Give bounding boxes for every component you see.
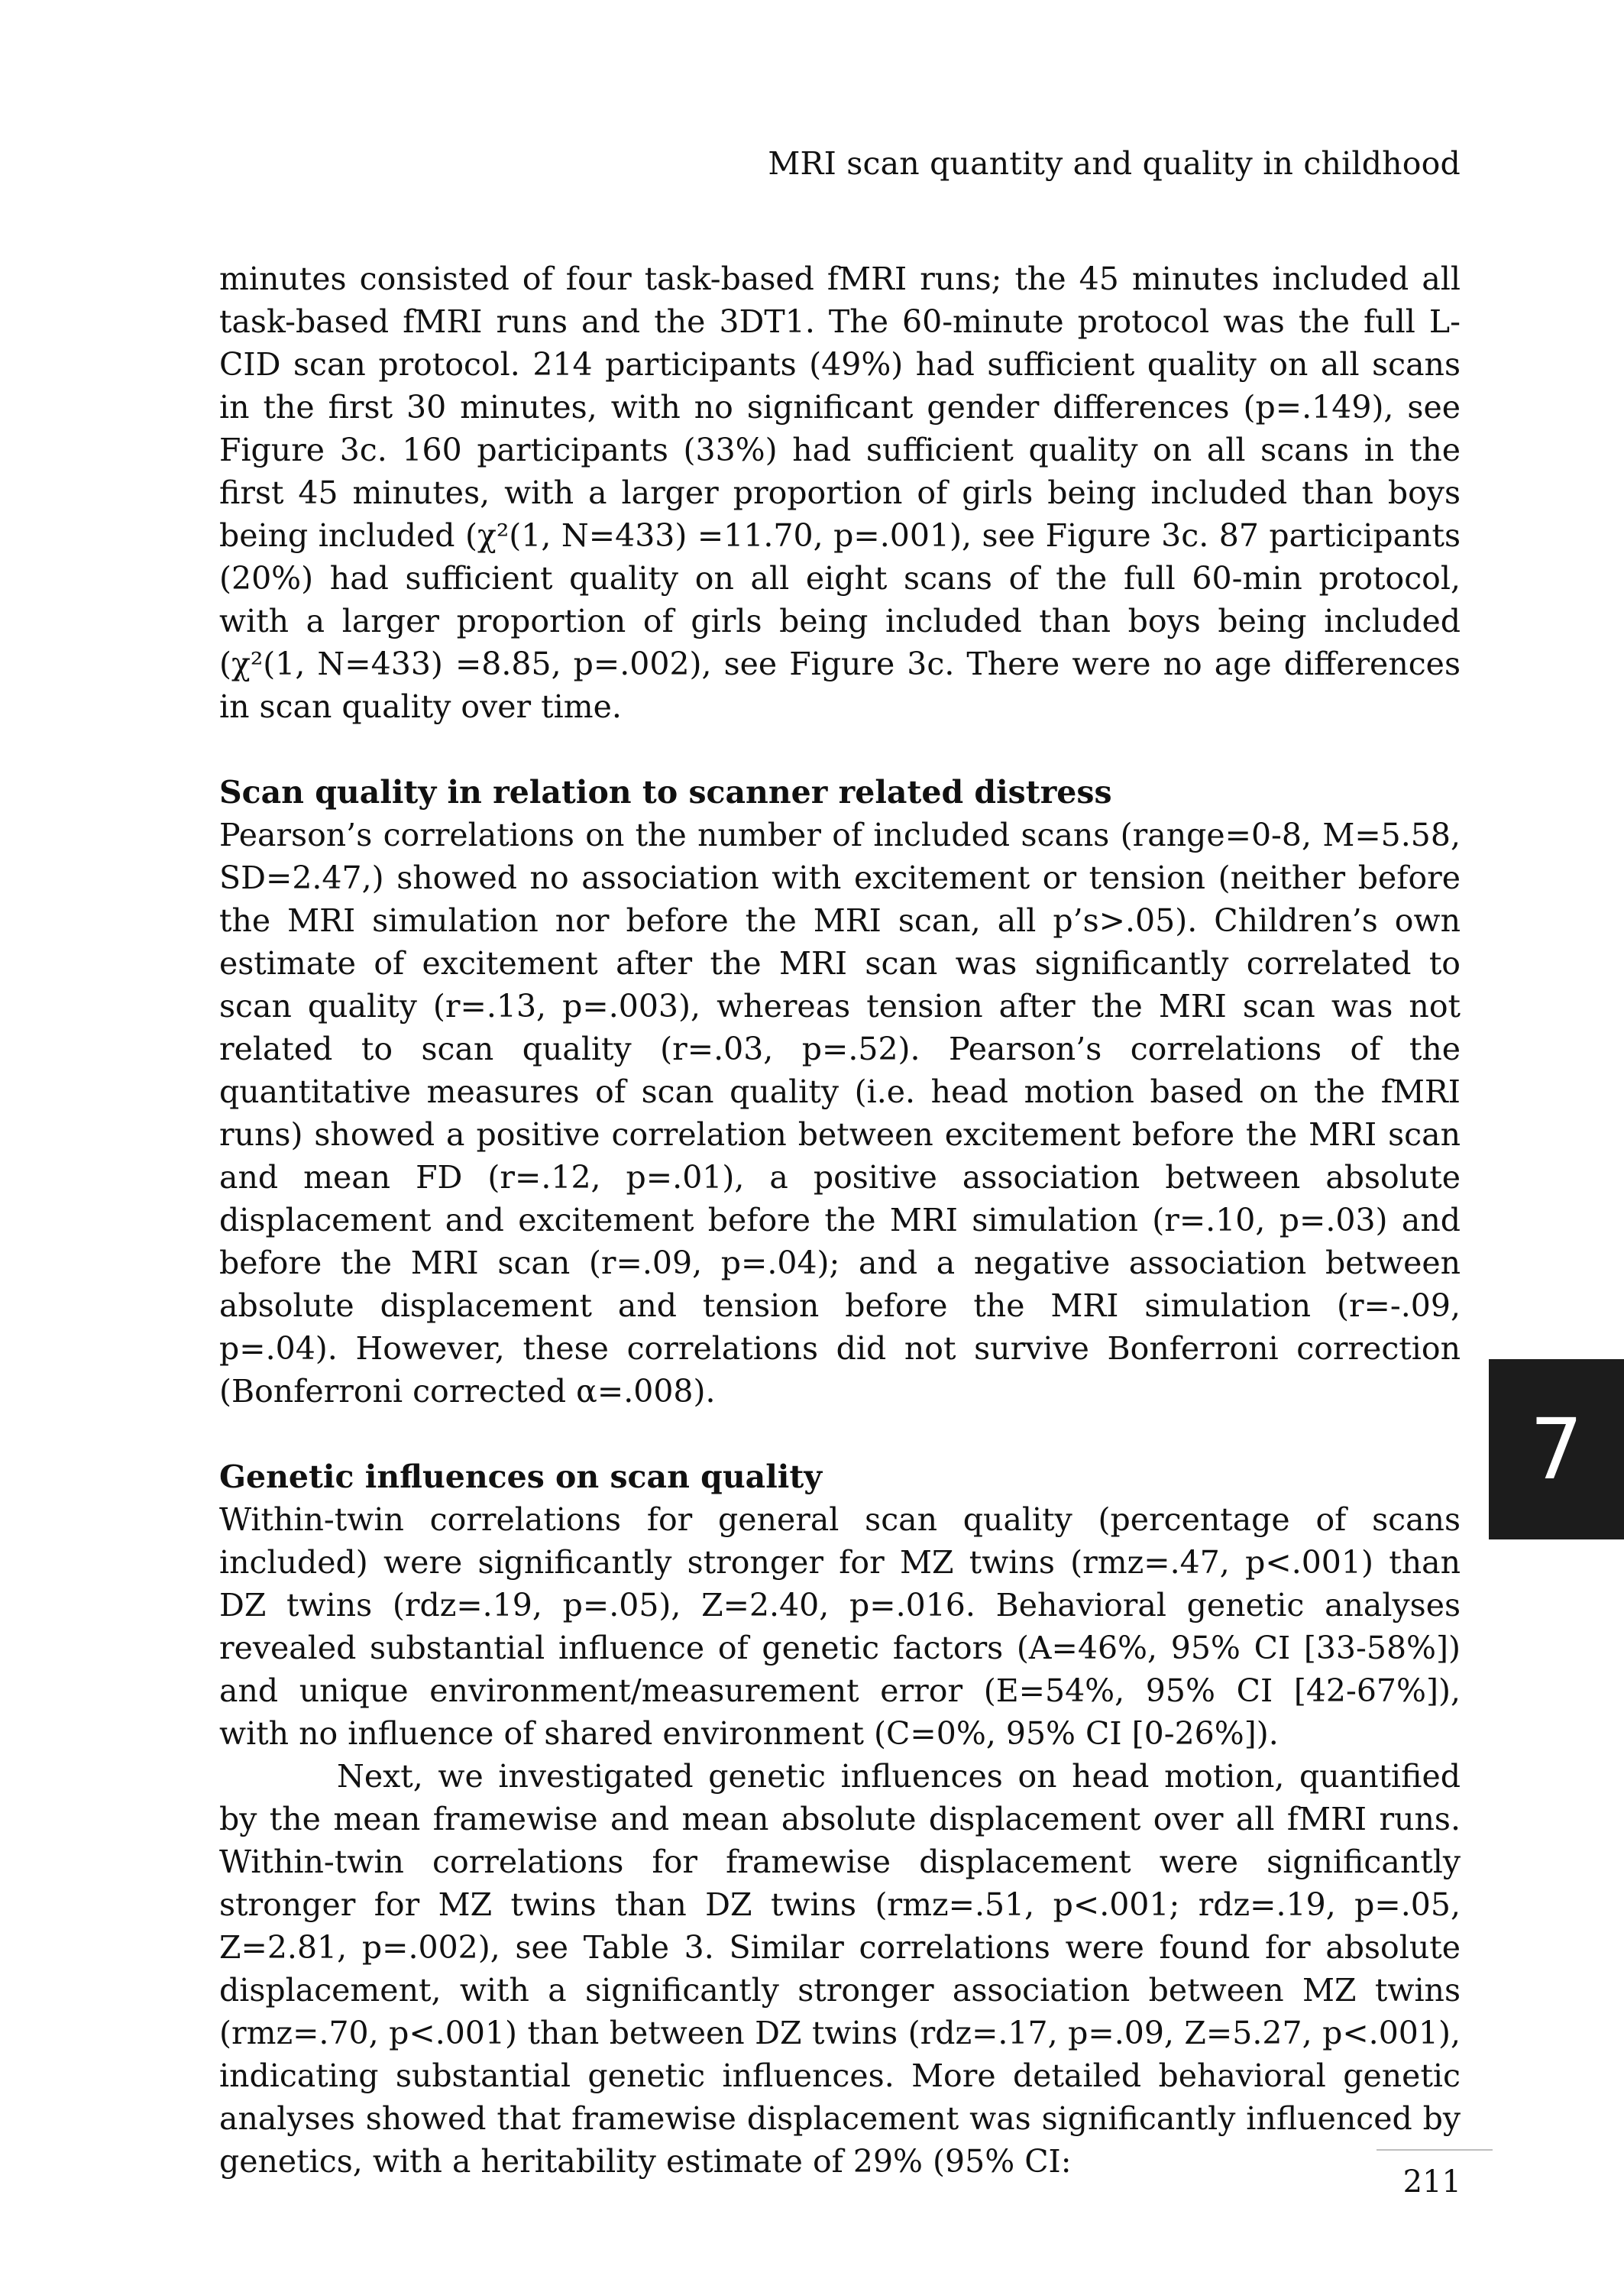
paragraph-scan-protocol: minutes consisted of four task-based fMRI runs; the 45 minutes included all task-based fMRI runs and the 3DT1. The 60-minute protocol was the full L-CID scan protocol. 214 participants (49%) had sufficient quality on all scans in the first 30 minutes, with no significant gender differences (p=.149), see Figure 3c. 160 participants (33%) had sufficient quality on all scans in the first 45 minutes, with a larger proportion of girls being included than boys being included (χ²(1, N=433) =11.70, p=.001), see Figure 3c. 87 participants (20%) had sufficient quality on all eight scans of the full 60-min protocol, with a larger proportion of girls being included than boys being included (χ²(1, N=433) =8.85, p=.002), see Figure 3c. There were no age differences in scan quality over time.: [219, 261, 1461, 725]
running-header: MRI scan quantity and quality in childhood: [768, 145, 1461, 182]
page-number: 211: [1402, 2164, 1461, 2200]
chapter-number: 7: [1529, 1400, 1584, 1498]
paragraph-head-motion: Next, we investigated genetic influences on head motion, quantified by the mean framewise and mean absolute displacement over all fMRI runs. Within-twin correlations for framewise displacement were significantly stronger for MZ twins than DZ twins (rmz=.51, p<.001; rdz=.19, p=.05, Z=2.81, p=.002), see Table 3. Similar correlations were found for absolute displacement, with a significantly stronger association between MZ twins (rmz=.70, p<.001) than between DZ twins (rdz=.17, p=.09, Z=5.27, p<.001), indicating substantial genetic influences. More detailed behavioral genetic analyses showed that framewise displacement was significantly influenced by genetics, with a heritability estimate of 29% (95% CI:: [219, 1758, 1461, 2180]
section-heading-distress: Scan quality in relation to scanner related distress: [219, 774, 1112, 811]
paragraph-genetic-scan-quality: Within-twin correlations for general scan quality (percentage of scans included) were significantly stronger for MZ twins (rmz=.47, p<.001) than DZ twins (rdz=.19, p=.05), Z=2.40, p=.016. Behavioral genetic analyses revealed substantial influence of genetic factors (A=46%, 95% CI [33-58%]) and unique environment/measurement error (E=54%, 95% CI [42-67%]), with no influence of shared environment (C=0%, 95% CI [0-26%]).: [219, 1501, 1461, 1752]
footer-rule: [1377, 2149, 1493, 2151]
section-heading-genetic: Genetic influences on scan quality: [219, 1458, 823, 1495]
paragraph-distress: Pearson’s correlations on the number of included scans (range=0-8, M=5.58, SD=2.47,) showed no association with excitement or tension (neither before the MRI simulation nor before the MRI scan, all p’s>.05). Children’s own estimate of excitement after the MRI scan was significantly correlated to scan quality (r=.13, p=.003), whereas tension after the MRI scan was not related to scan quality (r=.03, p=.52). Pearson’s correlations of the quantitative measures of scan quality (i.e. head motion based on the fMRI runs) showed a positive correlation between excitement before the MRI scan and mean FD (r=.12, p=.01), a positive association between absolute displacement and excitement before the MRI simulation (r=.10, p=.03) and before the MRI scan (r=.09, p=.04); and a negative association between absolute displacement and tension before the MRI simulation (r=-.09, p=.04). However, these correlations did not survive Bonferroni correction (Bonferroni corrected α=.008).: [219, 817, 1461, 1410]
chapter-tab: [1489, 1359, 1624, 1539]
body-text: [219, 257, 1461, 2183]
